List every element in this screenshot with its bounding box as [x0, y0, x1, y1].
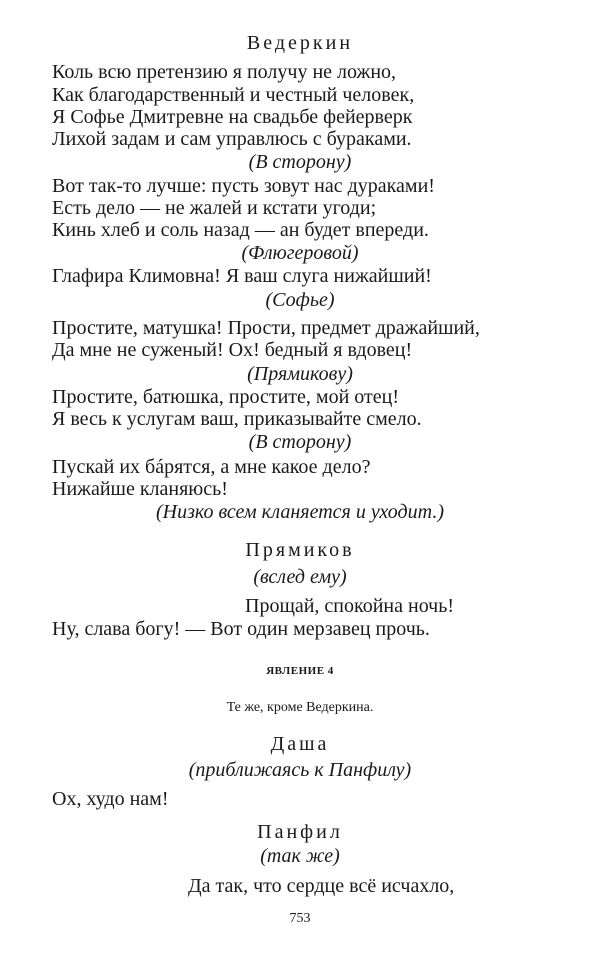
verse-line: Ох, худо нам! — [52, 788, 169, 810]
verse-line: Как благодарственный и честный человек, — [52, 84, 415, 106]
verse-line: Вот так-то лучше: пусть зовут нас дураками! — [52, 175, 435, 197]
stage-direction: (вслед ему) — [253, 566, 347, 588]
verse-line: Кинь хлеб и соль назад — ан будет впереди. — [52, 219, 429, 241]
stage-direction: (Флюгеровой) — [241, 242, 359, 264]
verse-line: Лихой задам и сам управлюсь с бураками. — [52, 128, 412, 150]
speaker-name-dasha: Даша — [270, 733, 330, 755]
page-number: 753 — [289, 911, 311, 926]
cast-note: Те же, кроме Ведеркина. — [226, 700, 374, 715]
verse-line: Прощай, спокойна ночь! — [245, 595, 455, 617]
stage-direction: (Прямикову) — [247, 363, 353, 385]
stage-direction: (В сторону) — [248, 151, 352, 173]
verse-line: Глафира Климовна! Я ваш слуга нижайший! — [52, 265, 432, 287]
stage-direction: (Софье) — [265, 289, 335, 311]
speaker-name-pryamikov: Прямиков — [245, 539, 355, 561]
stage-direction: (приближаясь к Панфилу) — [188, 759, 412, 781]
verse-line: Я Софье Дмитревне на свадьбе фейерверк — [52, 106, 413, 128]
scene-heading: ЯВЛЕНИЕ 4 — [266, 665, 334, 677]
verse-line: Да так, что сердце всё исчахло, — [188, 875, 455, 897]
verse-line: Я весь к услугам ваш, приказывайте смело. — [52, 408, 422, 430]
verse-line: Коль всю претензию я получу не ложно, — [52, 61, 397, 83]
verse-line: Простите, батюшка, простите, мой отец! — [52, 386, 400, 408]
verse-line: Ну, слава богу! — Вот один мерзавец прочь. — [52, 618, 430, 640]
verse-line: Простите, матушка! Прости, предмет дражайший, — [52, 317, 480, 339]
stage-direction: (В сторону) — [248, 431, 352, 453]
speaker-name-vederkin: Ведеркин — [246, 32, 354, 54]
stage-direction: (Низко всем кланяется и уходит.) — [155, 501, 445, 523]
speaker-name-panfil: Панфил — [257, 821, 343, 843]
verse-line: Да мне не суженый! Ох! бедный я вдовец! — [52, 339, 413, 361]
verse-line: Пускай их бáрятся, а мне какое дело? — [52, 456, 371, 478]
verse-line: Есть дело — не жалей и кстати угоди; — [52, 197, 377, 219]
verse-line: Нижайше кланяюсь! — [52, 478, 228, 500]
stage-direction: (так же) — [260, 845, 340, 867]
